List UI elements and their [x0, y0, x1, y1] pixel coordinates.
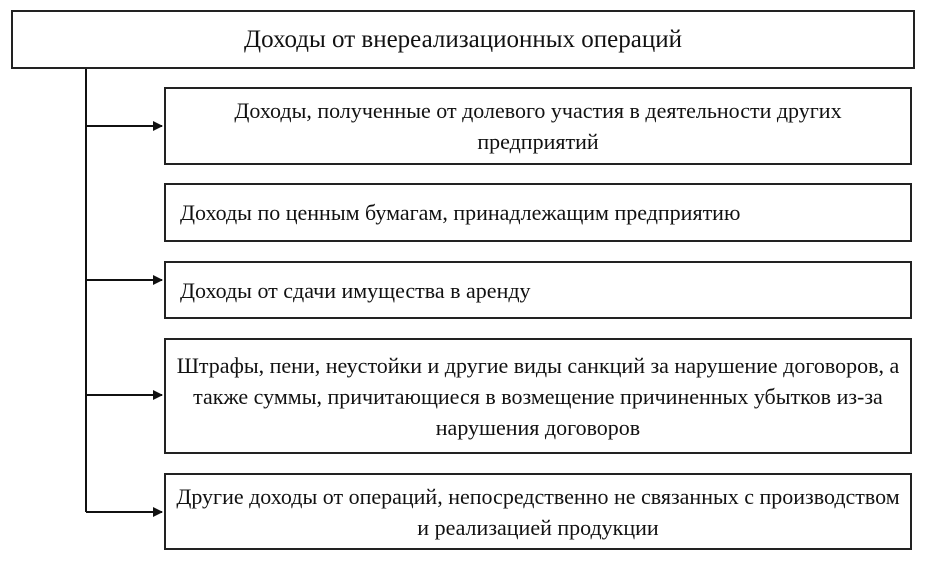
item-text: Штрафы, пени, неустойки и другие виды санкций за нарушение договоров, а также суммы, причитающиеся в возмещение причиненных убытков из-за нарушения договоров [176, 352, 900, 440]
item-text: Доходы, полученные от долевого участия в деятельности других предприятий [234, 98, 842, 154]
income-item-property-lease [164, 261, 912, 319]
income-item-securities [164, 183, 912, 242]
income-item-penalties-sanctions [164, 338, 912, 454]
item-text: Доходы по ценным бумагам, принадлежащим предприятию [180, 200, 741, 225]
income-item-other-operations [164, 473, 912, 550]
item-text: Другие доходы от операций, непосредственно не связанных с производством и реализацией продукции [176, 483, 900, 540]
item-text: Доходы от сдачи имущества в аренду [180, 277, 531, 303]
income-item-equity-participation [164, 87, 912, 165]
diagram-title: Доходы от внереализационных операций [244, 26, 682, 53]
diagram-title-box [11, 10, 915, 69]
